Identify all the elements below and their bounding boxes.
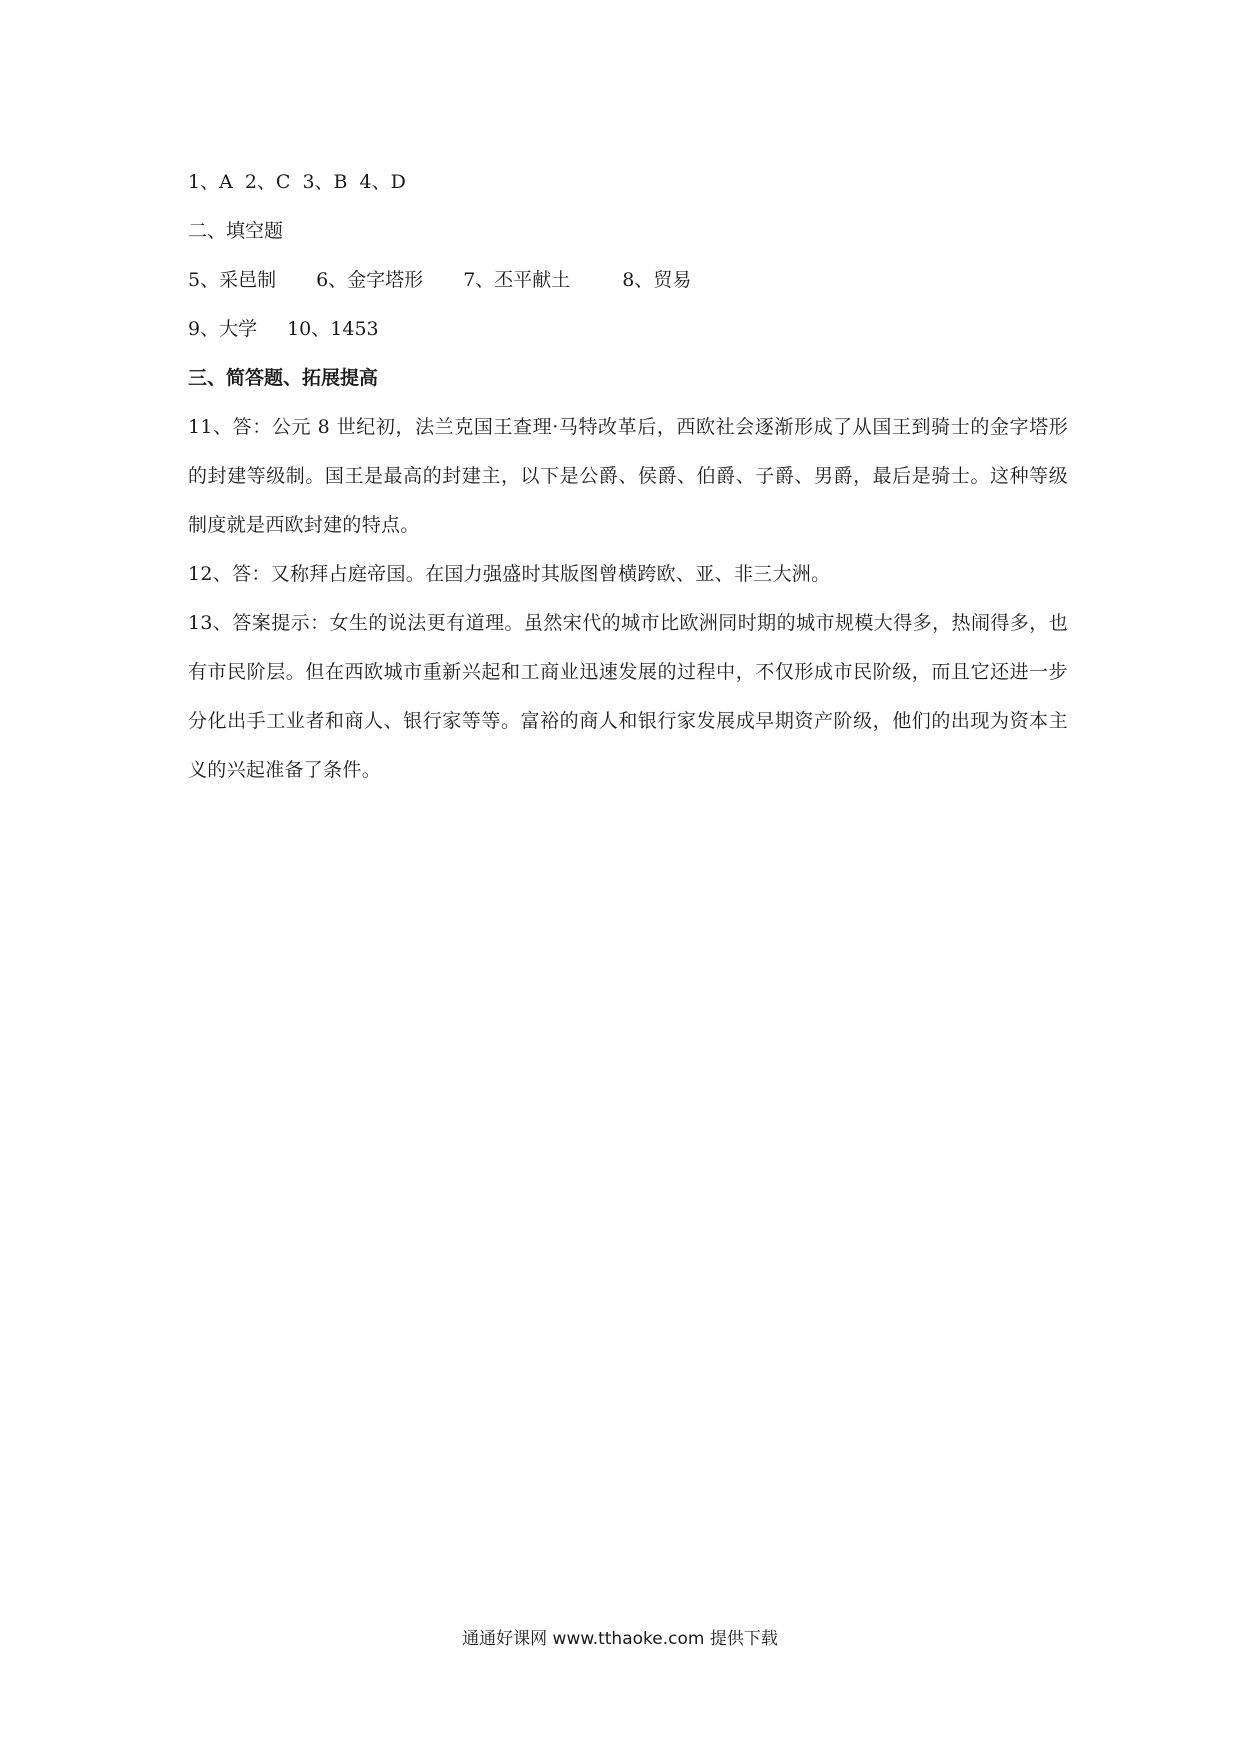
- answer-12-paragraph: 12、答：又称拜占庭帝国。在国力强盛时其版图曾横跨欧、亚、非三大洲。: [188, 563, 831, 585]
- section-2-heading: 二、填空题: [188, 220, 284, 242]
- page-footer: 通通好课网 www.tthaoke.com 提供下载: [462, 1629, 778, 1649]
- answer-4: 4、D: [359, 171, 406, 193]
- answer-content: [188, 158, 1068, 795]
- choice-answers-line: [188, 158, 1068, 207]
- answer-10: 10、1453: [287, 318, 379, 340]
- answer-7: 7、丕平献土: [463, 269, 571, 291]
- answer-5: 5、采邑制: [188, 269, 277, 291]
- answer-3: 3、B: [302, 171, 348, 193]
- section-3-heading: 三、简答题、拓展提高: [188, 367, 379, 389]
- fill-answers-row-2: [188, 305, 1068, 354]
- answer-8: 8、贸易: [622, 269, 692, 291]
- answer-1: 1、A: [188, 171, 233, 193]
- answer-11-paragraph: 11、答：公元 8 世纪初，法兰克国王查理·马特改革后，西欧社会逐渐形成了从国王到骑士的金字塔形的封建等级制。国王是最高的封建主，以下是公爵、侯爵、伯爵、子爵、男爵，最后是骑士。这种等级制度就是西欧封建的特点。: [188, 416, 1068, 536]
- answer-9: 9、大学: [188, 318, 258, 340]
- answer-6: 6、金字塔形: [316, 269, 424, 291]
- answer-13-paragraph: 13、答案提示：女生的说法更有道理。虽然宋代的城市比欧洲同时期的城市规模大得多，热闹得多，也有市民阶层。但在西欧城市重新兴起和工商业迅速发展的过程中，不仅形成市民阶级，而且它还进一步分化出手工业者和商人、银行家等等。富裕的商人和银行家发展成早期资产阶级，他们的出现为资本主义的兴起准备了条件。: [188, 612, 1068, 781]
- answer-2: 2、C: [244, 171, 291, 193]
- fill-answers-row-1: [188, 256, 1068, 305]
